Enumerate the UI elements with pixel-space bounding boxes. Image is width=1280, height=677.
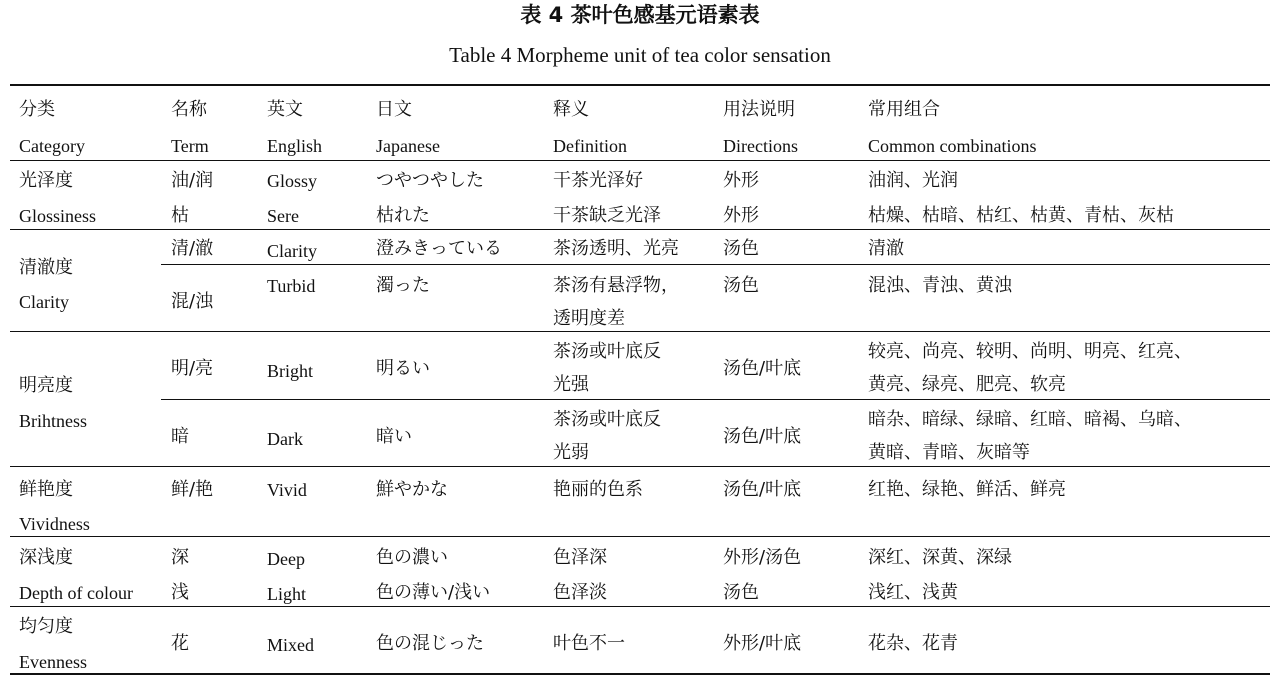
english-cell: Mixed: [267, 635, 314, 655]
directions-cell: 外形/汤色: [723, 547, 802, 568]
bottom-rule: [10, 673, 1270, 675]
term-cell: 明/亮: [171, 358, 214, 379]
group-rule-glossiness: [10, 229, 1270, 230]
english-cell: Vivid: [267, 480, 307, 500]
term-cell: 深: [171, 547, 189, 568]
japanese-cell: 色の濃い: [376, 547, 448, 568]
directions-cell: 汤色/叶底: [723, 479, 802, 500]
header-category-cn: 分类: [19, 99, 55, 120]
header-term-cn: 名称: [171, 99, 207, 120]
group-rule-vividness: [10, 536, 1270, 537]
header-english-cn: 英文: [267, 99, 303, 120]
definition-cell-line2: 透明度差: [553, 308, 625, 329]
category-depth-cn: 深浅度: [19, 547, 73, 568]
directions-cell: 汤色/叶底: [723, 358, 802, 379]
term-cell: 枯: [171, 205, 189, 226]
combinations-cell: 浅红、浅黄: [868, 582, 958, 603]
header-english-en: English: [267, 136, 323, 156]
category-evenness-en: Evenness: [19, 652, 87, 672]
category-evenness-cn: 均匀度: [19, 616, 73, 637]
term-cell: 油/润: [171, 170, 214, 191]
combinations-cell-line2: 黄亮、绿亮、肥亮、软亮: [868, 374, 1066, 395]
category-glossiness-en: Glossiness: [19, 206, 97, 226]
combinations-cell: 枯燥、枯暗、枯红、枯黄、青枯、灰枯: [868, 205, 1174, 226]
term-cell: 清/澈: [171, 238, 214, 259]
partial-rule-clarity: [161, 264, 1270, 265]
header-combinations-cn: 常用组合: [868, 99, 940, 120]
combinations-cell: 红艳、绿艳、鲜活、鲜亮: [868, 479, 1066, 500]
header-directions-en: Directions: [723, 136, 798, 156]
combinations-cell: 花杂、花青: [868, 633, 958, 654]
japanese-cell: 鮮やかな: [376, 479, 448, 500]
definition-cell: 色泽深: [553, 547, 607, 568]
definition-cell-line1: 茶汤或叶底反: [553, 341, 661, 362]
english-cell: Deep: [267, 549, 305, 569]
japanese-cell: 色の薄い/浅い: [376, 582, 491, 603]
japanese-cell: 暗い: [376, 426, 412, 447]
japanese-cell: 明るい: [376, 358, 430, 379]
category-clarity-en: Clarity: [19, 292, 69, 312]
term-cell: 浅: [171, 582, 189, 603]
combinations-cell-line2: 黄暗、青暗、灰暗等: [868, 442, 1030, 463]
header-definition-cn: 释义: [553, 99, 589, 120]
header-japanese-cn: 日文: [376, 99, 412, 120]
english-cell: Light: [267, 584, 306, 604]
category-brightness-en: Brihtness: [19, 411, 88, 431]
category-vividness-cn: 鲜艳度: [19, 479, 73, 500]
definition-cell-line2: 光强: [553, 374, 589, 395]
combinations-cell-line1: 暗杂、暗绿、绿暗、红暗、暗褐、乌暗、: [868, 409, 1192, 430]
directions-cell: 汤色: [723, 238, 759, 259]
japanese-cell: つやつやした: [376, 170, 484, 191]
japanese-cell: 濁った: [376, 275, 430, 296]
directions-cell: 汤色/叶底: [723, 426, 802, 447]
category-vividness-en: Vividness: [19, 514, 90, 534]
header-definition-en: Definition: [553, 136, 627, 156]
directions-cell: 外形: [723, 205, 759, 226]
table-title-chinese: 表 4 茶叶色感基元语素表: [520, 3, 760, 27]
table-title-english: Table 4 Morpheme unit of tea color sensation: [449, 43, 831, 67]
group-rule-depth: [10, 606, 1270, 607]
term-cell: 鲜/艳: [171, 479, 214, 500]
directions-cell: 汤色: [723, 582, 759, 603]
japanese-cell: 色の混じった: [376, 633, 484, 654]
definition-cell-line1: 茶汤有悬浮物，: [553, 275, 679, 296]
definition-cell-line1: 茶汤或叶底反: [553, 409, 661, 430]
combinations-cell-line1: 较亮、尚亮、较明、尚明、明亮、红亮、: [868, 341, 1192, 362]
definition-cell: 干茶光泽好: [553, 170, 643, 191]
category-clarity-cn: 清澈度: [19, 257, 73, 278]
english-cell: Dark: [267, 429, 303, 449]
english-cell: Clarity: [267, 241, 317, 261]
directions-cell: 外形: [723, 170, 759, 191]
combinations-cell: 混浊、青浊、黄浊: [868, 275, 1012, 296]
definition-cell: 叶色不一: [553, 633, 625, 654]
header-category-en: Category: [19, 136, 85, 156]
english-cell: Sere: [267, 206, 299, 226]
english-cell: Turbid: [267, 276, 316, 296]
header-japanese-en: Japanese: [376, 136, 440, 156]
category-glossiness-cn: 光泽度: [19, 170, 73, 191]
header-term-en: Term: [171, 136, 209, 156]
definition-cell: 色泽淡: [553, 582, 607, 603]
combinations-cell: 清澈: [868, 238, 904, 259]
category-depth-en: Depth of colour: [19, 583, 133, 603]
japanese-cell: 枯れた: [376, 205, 430, 226]
combinations-cell: 深红、深黄、深绿: [868, 547, 1012, 568]
term-cell: 花: [171, 633, 189, 654]
definition-cell: 艳丽的色系: [553, 479, 643, 500]
partial-rule-brightness: [161, 399, 1270, 400]
directions-cell: 汤色: [723, 275, 759, 296]
group-rule-clarity: [10, 331, 1270, 332]
group-rule-brightness: [10, 466, 1270, 467]
term-cell: 暗: [171, 426, 189, 447]
header-combinations-en: Common combinations: [868, 136, 1037, 156]
english-cell: Bright: [267, 361, 314, 381]
header-directions-cn: 用法说明: [723, 99, 795, 120]
top-rule: [10, 84, 1270, 86]
combinations-cell: 油润、光润: [868, 170, 958, 191]
english-cell: Glossy: [267, 171, 318, 191]
definition-cell: 茶汤透明、光亮: [553, 238, 679, 259]
directions-cell: 外形/叶底: [723, 633, 802, 654]
definition-cell-line2: 光弱: [553, 442, 589, 463]
header-rule: [10, 160, 1270, 161]
japanese-cell: 澄みきっている: [376, 238, 502, 259]
definition-cell: 干茶缺乏光泽: [553, 205, 661, 226]
category-brightness-cn: 明亮度: [19, 375, 73, 396]
term-cell: 混/浊: [171, 291, 214, 312]
